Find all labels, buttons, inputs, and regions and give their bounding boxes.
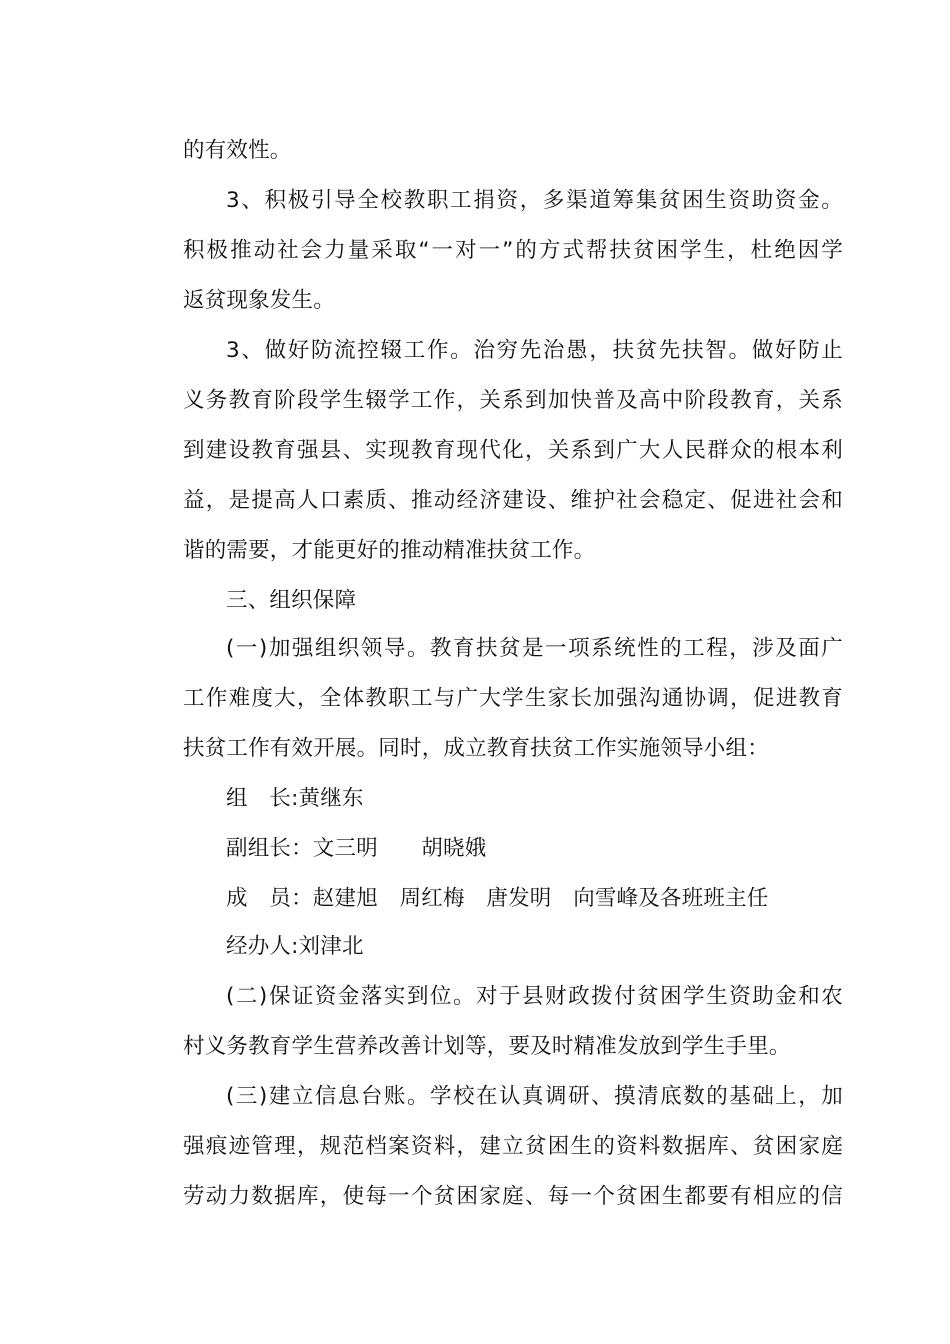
paragraph-line: (一)加强组织领导。教育扶贫是一项系统性的工程，涉及面广 (226, 636, 843, 661)
paragraph-line: 村义务教育学生营养改善计划等，要及时精准发放到学生手里。 (183, 1034, 791, 1059)
paragraph-line: 益，是提高人口素质、推动经济建设、维护社会稳定、促进社会和 (183, 488, 843, 513)
team-deputy-line: 副组长：文三明 胡晓娥 (226, 836, 487, 861)
paragraph-line: (三)建立信息台账。学校在认真调研、摸清底数的基础上，加 (226, 1084, 843, 1109)
team-leader-line: 组 长:黄继东 (226, 786, 364, 811)
team-members-line: 成 员：赵建旭 周红梅 唐发明 向雪峰及各班班主任 (226, 886, 769, 911)
paragraph-line: 到建设教育强县、实现教育现代化，关系到广大人民群众的根本利 (183, 438, 843, 463)
paragraph-line: 返贫现象发生。 (183, 288, 335, 313)
paragraph-line: 劳动力数据库，使每一个贫困家庭、每一个贫困生都要有相应的信 (183, 1184, 843, 1209)
team-handler-line: 经办人:刘津北 (226, 934, 364, 959)
paragraph-line: 扶贫工作有效开展。同时，成立教育扶贫工作实施领导小组： (183, 736, 769, 761)
paragraph-line: 的有效性。 (183, 138, 292, 163)
paragraph-line: 积极推动社会力量采取“一对一”的方式帮扶贫困学生，杜绝因学 (183, 238, 843, 263)
paragraph-line: 强痕迹管理，规范档案资料，建立贫困生的资料数据库、贫困家庭 (183, 1134, 843, 1159)
section-heading: 三、组织保障 (226, 588, 357, 613)
paragraph-line: (二)保证资金落实到位。对于县财政拨付贫困学生资助金和农 (226, 984, 843, 1009)
paragraph-line: 工作难度大，全体教职工与广大学生家长加强沟通协调，促进教育 (183, 686, 843, 711)
paragraph-line: 谐的需要，才能更好的推动精准扶贫工作。 (183, 538, 596, 563)
paragraph-line: 3、积极引导全校教职工捐资，多渠道筹集贫困生资助资金。 (226, 188, 843, 213)
paragraph-line: 义务教育阶段学生辍学工作，关系到加快普及高中阶段教育，关系 (183, 388, 843, 413)
paragraph-line: 3、做好防流控辍工作。治穷先治愚，扶贫先扶智。做好防止 (226, 338, 843, 363)
